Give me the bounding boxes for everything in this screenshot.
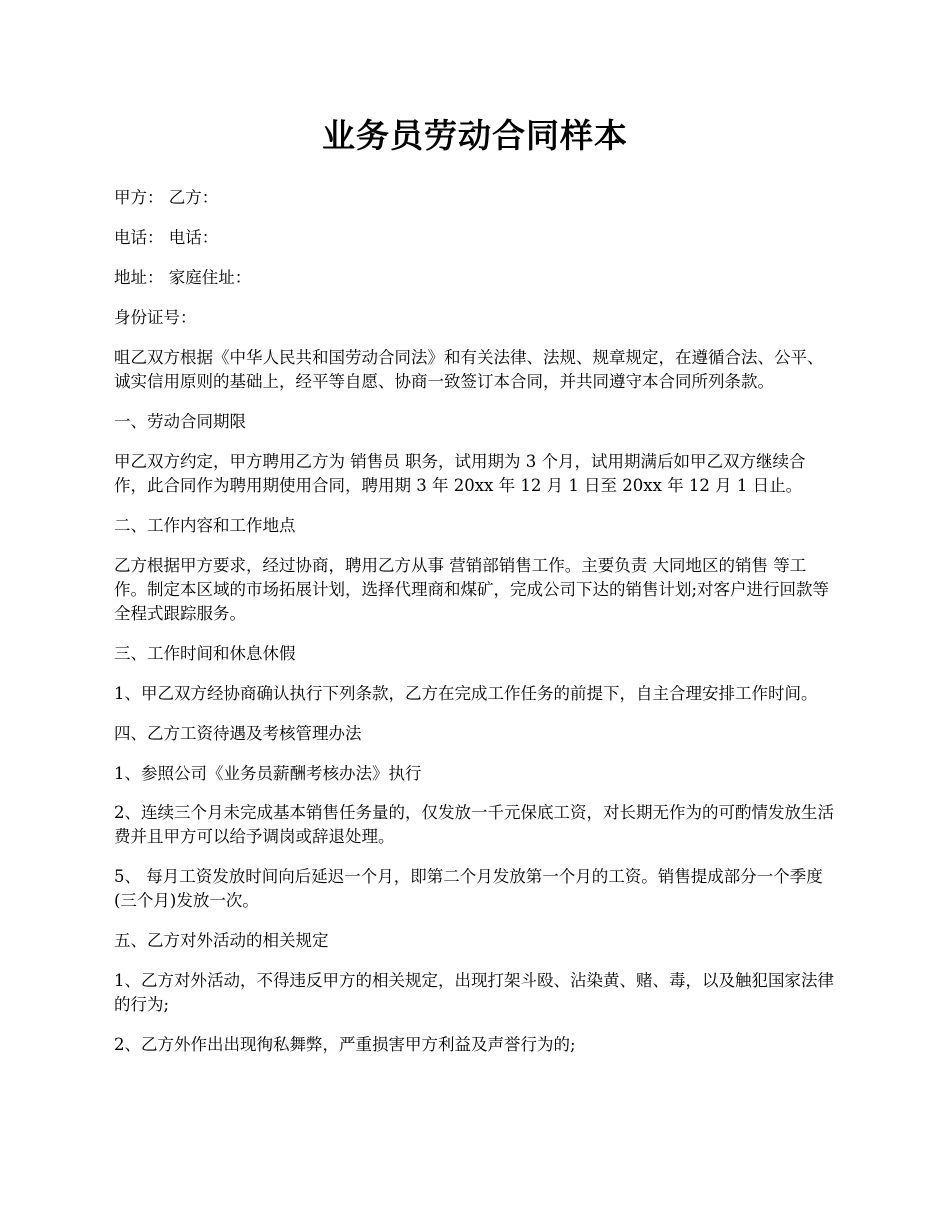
section-heading-work-hours: 三、工作时间和休息休假 <box>114 644 296 663</box>
work-hours-paragraph: 1、甲乙双方经协商确认执行下列条款，乙方在完成工作任务的前提下，自主合理安排工作时间。 <box>114 684 818 703</box>
salary-item-1: 1、参照公司《业务员薪酬考核办法》执行 <box>114 764 422 783</box>
section-heading-external-activities: 五、乙方对外活动的相关规定 <box>114 931 329 950</box>
preamble-paragraph: 咀乙双方根据《中华人民共和国劳动合同法》和有关法律、法规、规章规定，在遵循合法、公平、诚实信用原则的基础上，经平等自愿、协商一致签订本合同，并共同遵守本合同所列条款。 <box>114 348 824 391</box>
phone-line: 电话： 电话： <box>114 228 219 247</box>
party-a-b-line: 甲方： 乙方： <box>114 188 219 207</box>
section-heading-contract-term: 一、劳动合同期限 <box>114 412 246 431</box>
external-activities-item-1: 1、乙方对外活动，不得违反甲方的相关规定，出现打架斗殴、沾染黄、赌、毒，以及触犯国家法律的行为; <box>114 971 834 1014</box>
work-content-paragraph: 乙方根据甲方要求，经过协商，聘用乙方从事 营销部销售工作。主要负责 大同地区的销售 等工作。制定本区域的市场拓展计划，选择代理商和煤矿，完成公司下达的销售计划;对客户进行回款等全程式跟踪服务。 <box>114 556 830 623</box>
salary-item-2: 2、连续三个月未完成基本销售任务量的，仅发放一千元保底工资，对长期无作为的可酌情发放生活费并且甲方可以给予调岗或辞退处理。 <box>114 803 834 846</box>
section-heading-work-content: 二、工作内容和工作地点 <box>114 516 296 535</box>
document-title: 业务员劳动合同样本 <box>322 116 628 155</box>
address-line: 地址： 家庭住址： <box>114 268 252 287</box>
external-activities-item-2: 2、乙方外作出出现徇私舞弊，严重损害甲方利益及声誉行为的; <box>114 1035 576 1054</box>
salary-item-5: 5、 每月工资发放时间向后延迟一个月，即第二个月发放第一个月的工资。销售提成部分一个季度(三个月)发放一次。 <box>114 867 823 910</box>
section-heading-salary: 四、乙方工资待遇及考核管理办法 <box>114 724 362 743</box>
contract-term-paragraph: 甲乙双方约定，甲方聘用乙方为 销售员 职务，试用期为 3 个月，试用期满后如甲乙双方继续合作，此合同作为聘用期使用合同，聘用期 3 年 20xx 年 12 月 1 日至 20xx 年 12 月 1 日止。 <box>114 452 806 495</box>
id-number-line: 身份证号： <box>114 308 197 327</box>
